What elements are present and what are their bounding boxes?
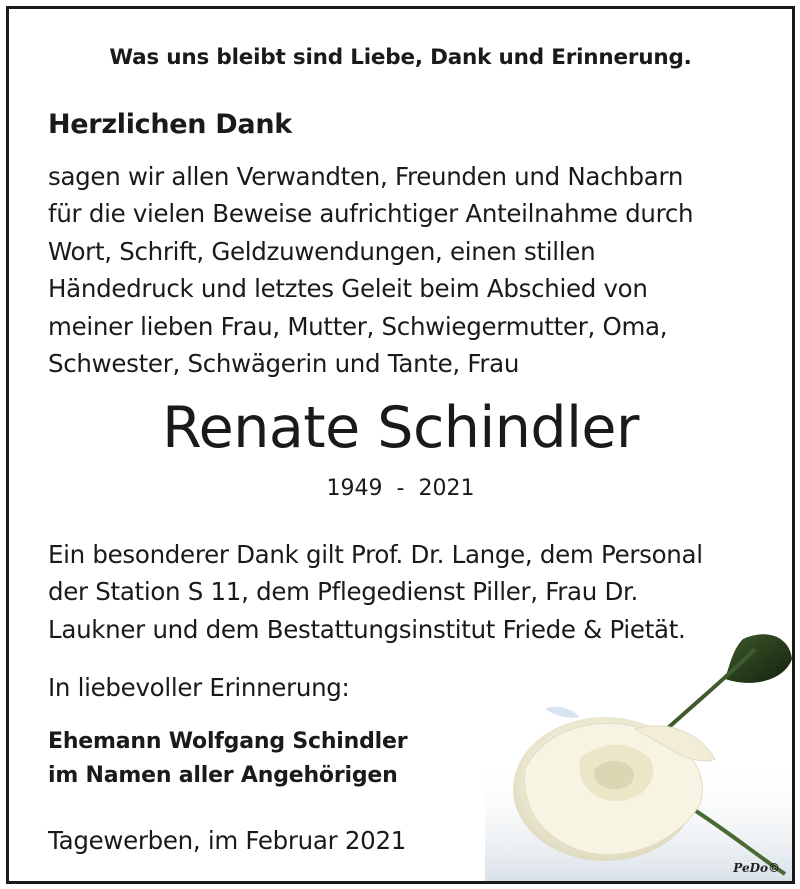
body-line: meiner lieben Frau, Mutter, Schwiegermutter, Oma, bbox=[48, 311, 668, 341]
thanks-line: Laukner und dem Bestattungsinstitut Friede & Pietät. bbox=[48, 614, 686, 644]
signer-line: Ehemann Wolfgang Schindler bbox=[48, 729, 408, 754]
publisher-mark: PeDo© bbox=[733, 861, 780, 875]
body-line: sagen wir allen Verwandten, Freunden und Nachbarn bbox=[48, 162, 684, 191]
memory-line: In liebevoller Erinnerung: bbox=[48, 673, 350, 702]
thanks-line: Ein besonderer Dank gilt Prof. Dr. Lange, dem Personal bbox=[48, 540, 703, 569]
motto: Was uns bleibt sind Liebe, Dank und Erinnerung. bbox=[109, 45, 692, 70]
place-date: Tagewerben, im Februar 2021 bbox=[48, 826, 407, 855]
obituary-notice bbox=[6, 6, 795, 884]
heading: Herzlichen Dank bbox=[48, 109, 292, 140]
body-line: Händedruck und letztes Geleit beim Abschied von bbox=[48, 274, 648, 304]
body-line: für die vielen Beweise aufrichtiger Anteilnahme durch bbox=[48, 199, 694, 229]
thanks-paragraph bbox=[48, 158, 788, 382]
deceased-name: Renate Schindler bbox=[162, 395, 639, 461]
life-dates: 1949 - 2021 bbox=[326, 476, 475, 501]
body-line: Schwester, Schwägerin und Tante, Frau bbox=[48, 349, 520, 379]
thanks-line: der Station S 11, dem Pflegedienst Piller, Frau Dr. bbox=[48, 577, 639, 607]
body-line: Wort, Schrift, Geldzuwendungen, einen stillen bbox=[48, 236, 596, 266]
signers bbox=[48, 725, 407, 793]
special-thanks-paragraph bbox=[48, 536, 788, 648]
signer-line: im Namen aller Angehörigen bbox=[48, 763, 398, 788]
rose-image bbox=[485, 609, 792, 881]
